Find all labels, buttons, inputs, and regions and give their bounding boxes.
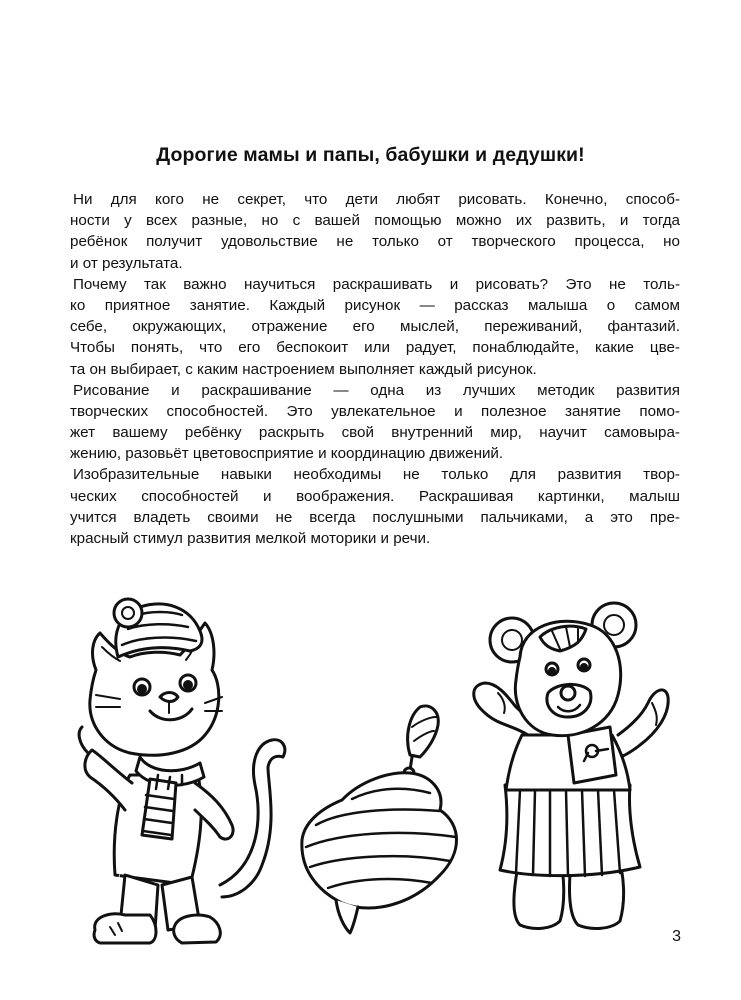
text-line: ности у всех разные, но с вашей помощью можно их развить, и тогда — [70, 212, 680, 230]
text-line: жет вашему ребёнку раскрыть свой внутренний мир, научит самовыра- — [70, 424, 680, 442]
coloring-illustrations — [0, 585, 741, 945]
text-line: та он выбирает, с каким настроением выполняет каждый рисунок. — [70, 360, 537, 378]
text-line: и от результата. — [70, 254, 183, 272]
text-line: жению, разовьёт цветовосприятие и координацию движений. — [70, 445, 504, 463]
text-line: ко приятное занятие. Каждый рисунок — рассказ малыша о самом — [70, 296, 680, 314]
page-title: Дорогие мамы и папы, бабушки и дедушки! — [156, 144, 585, 166]
text-line: творческих способностей. Это увлекательное и полезное занятие помо- — [70, 402, 680, 420]
text-line: ребёнок получит удовольствие не только от творческого процесса, но — [70, 233, 680, 251]
body-text — [70, 189, 680, 549]
text-line: Изобразительные навыки необходимы не только для развития твор- — [73, 466, 680, 484]
text-line: Ни для кого не секрет, что дети любят рисовать. Конечно, способ- — [73, 191, 680, 208]
text-line: Почему так важно научиться раскрашивать и рисовать? Это не толь- — [73, 275, 680, 293]
text-line: себе, окружающих, отражение его мыслей, переживаний, фантазий. — [70, 318, 680, 336]
text-line: красный стимул развития мелкой моторики и речи. — [70, 530, 431, 547]
bear-icon — [474, 603, 668, 928]
text-line: Рисование и раскрашивание — одна из лучших методик развития — [73, 381, 680, 399]
text-line: Чтобы понять, что его беспокоит или радует, понаблюдайте, какие цве- — [70, 339, 680, 357]
cat-icon — [79, 599, 285, 945]
text-line: учится владеть своими не всегда послушными пальчиками, а это пре- — [70, 508, 680, 526]
page-number: 3 — [672, 928, 681, 945]
text-line: ческих способностей и воображения. Раскрашивая картинки, малыш — [70, 487, 680, 505]
spinning-top-icon — [302, 706, 457, 933]
